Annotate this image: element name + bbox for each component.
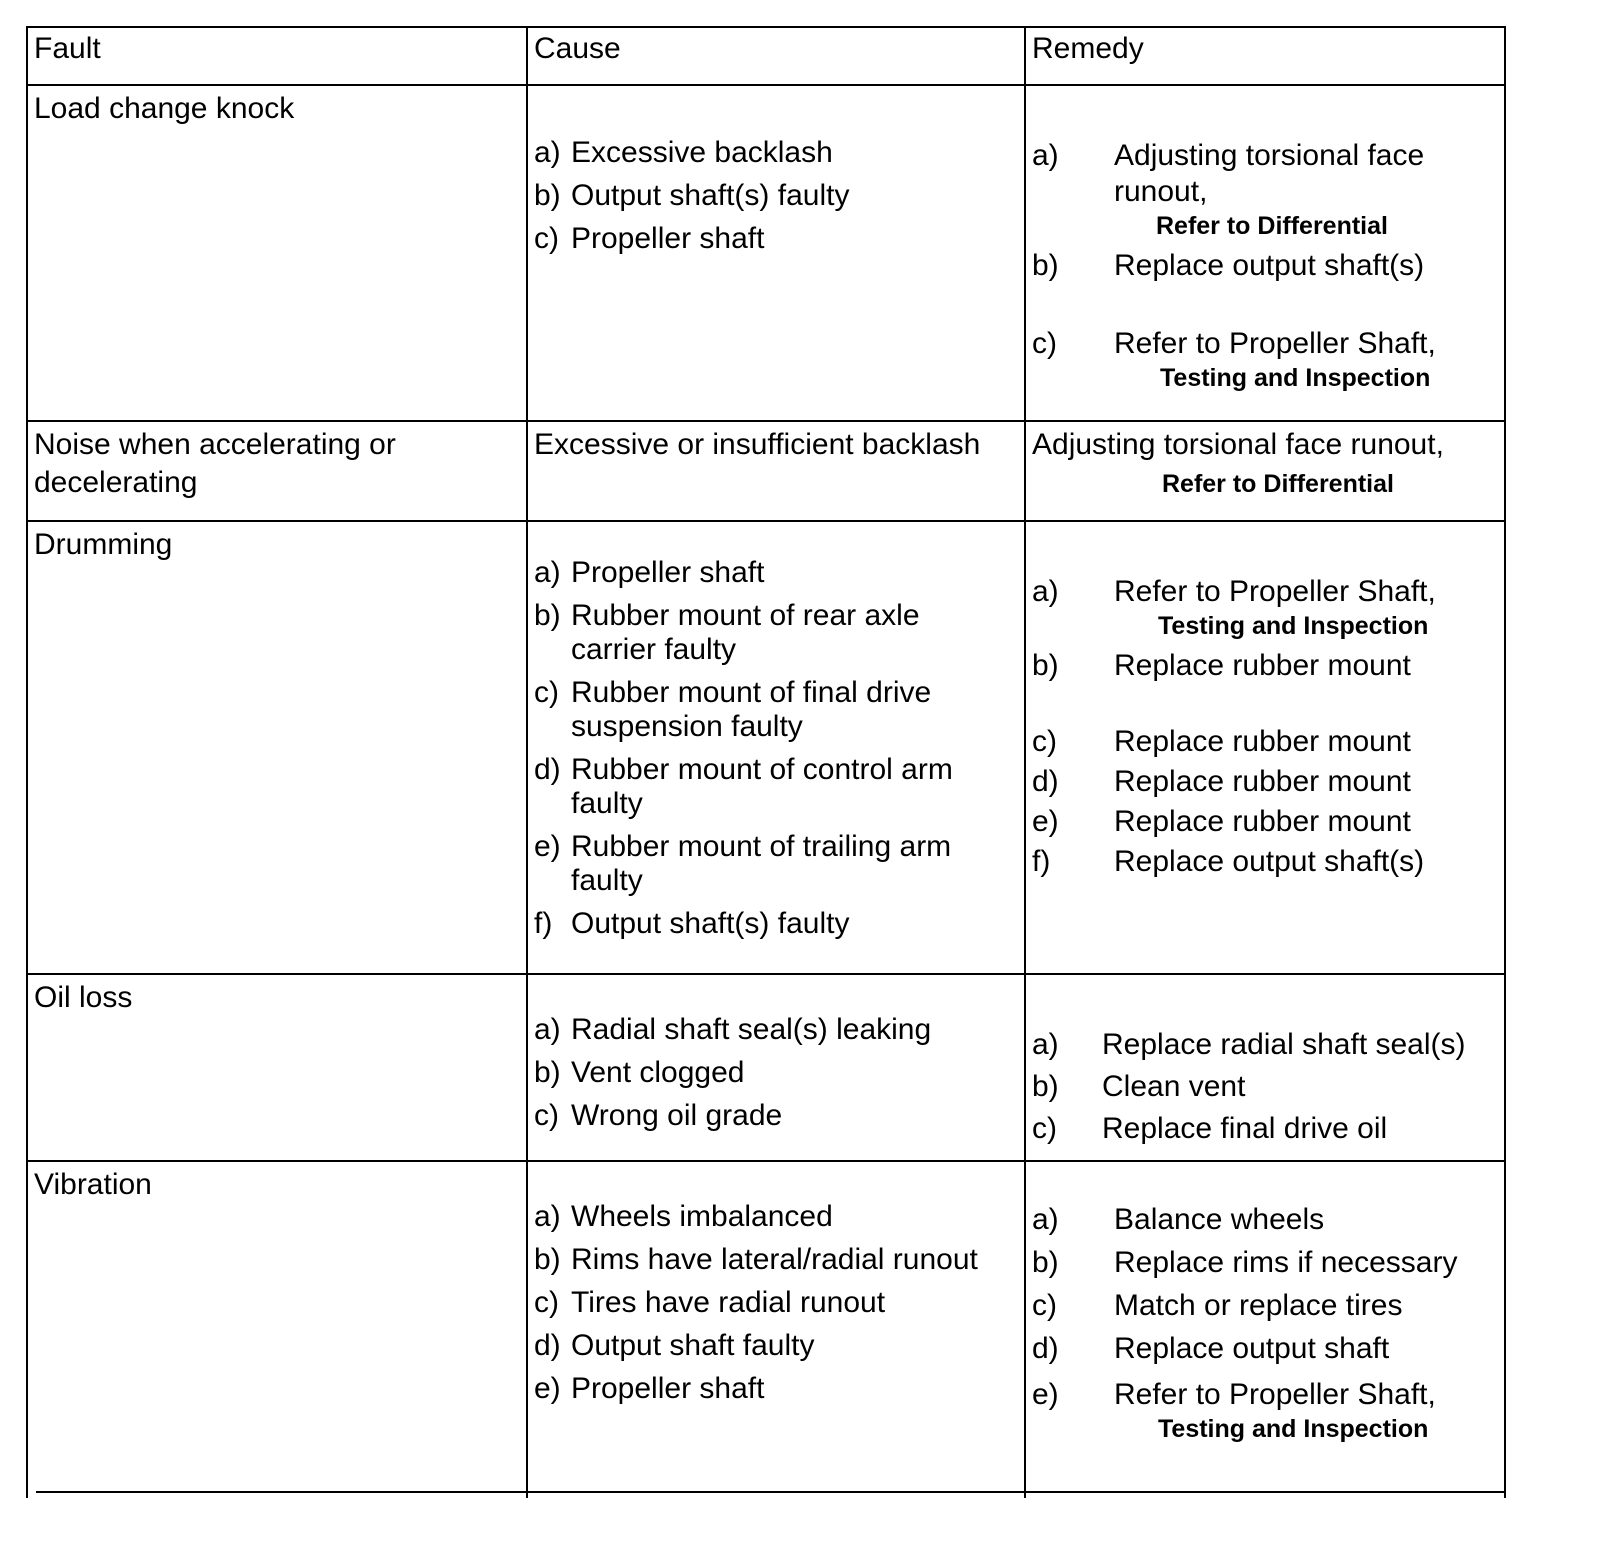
cause-item-text: Excessive backlash [571, 136, 833, 169]
remedy-item [1032, 138, 1504, 210]
remedy-item-label: b) [1032, 249, 1059, 282]
remedy-reference: Testing and Inspection [1158, 1415, 1429, 1443]
cause-item [534, 1372, 1024, 1406]
remedy-item-label: c) [1032, 327, 1057, 360]
cause-item-text: Rubber mount of rear axle carrier faulty [571, 599, 920, 666]
remedy-cell [1026, 522, 1504, 973]
cause-item-label: a) [534, 136, 561, 169]
remedy-reference: Refer to Differential [1162, 470, 1394, 498]
cause-cell [528, 522, 1026, 973]
cause-item [534, 179, 1024, 213]
cause-item [534, 753, 1024, 821]
remedy-item-text: Replace rubber mount [1114, 765, 1411, 798]
remedy-reference: Refer to Differential [1156, 212, 1388, 240]
fault-cell [28, 1162, 528, 1498]
remedy-reference: Testing and Inspection [1158, 612, 1429, 640]
remedy-item-text: Replace rims if necessary [1114, 1246, 1458, 1279]
cause-item [534, 1200, 1024, 1234]
cause-item-text: Rubber mount of control arm faulty [571, 753, 953, 820]
fault-label: Vibration [34, 1168, 152, 1201]
remedy-item-label: c) [1032, 725, 1057, 758]
fault-cell [28, 522, 528, 973]
remedy-item [1032, 804, 1504, 840]
cause-cell [528, 1162, 1026, 1498]
remedy-item-text: Match or replace tires [1114, 1289, 1403, 1322]
remedy-item [1032, 1377, 1504, 1413]
remedy-item-label: a) [1032, 1028, 1059, 1061]
remedy-item [1032, 574, 1504, 610]
cause-item-text: Wrong oil grade [571, 1099, 783, 1132]
header-cause-label: Cause [534, 32, 621, 65]
remedy-item-label: e) [1032, 1378, 1059, 1411]
remedy-item-text: Replace output shaft [1114, 1332, 1390, 1365]
table-row [28, 522, 1504, 975]
remedy-item [1032, 1069, 1504, 1105]
remedy-item-text: Replace rubber mount [1114, 725, 1411, 758]
fault-label: Load change knock [34, 92, 295, 125]
remedy-item [1032, 326, 1504, 362]
cause-item-text: Propeller shaft [571, 556, 765, 589]
cause-item-text: Output shaft(s) faulty [571, 907, 850, 940]
remedy-cell [1026, 975, 1504, 1160]
cause-item-text: Rims have lateral/radial runout [571, 1243, 978, 1276]
cause-item [534, 907, 1024, 941]
remedy-item-text: Adjusting torsional face runout, [1114, 139, 1425, 208]
cause-item-label: a) [534, 556, 561, 589]
cause-item-label: c) [534, 1286, 559, 1319]
remedy-item-label: b) [1032, 1070, 1059, 1103]
remedy-item-text: Clean vent [1102, 1070, 1246, 1103]
cause-item-label: b) [534, 1056, 561, 1089]
fault-cell [28, 422, 528, 520]
cause-item [534, 599, 1024, 667]
remedy-item [1032, 1202, 1504, 1238]
remedy-item-text: Replace output shaft(s) [1114, 249, 1425, 282]
cause-item-text: Vent clogged [571, 1056, 745, 1089]
fault-cell [28, 975, 528, 1160]
cause-item-label: b) [534, 599, 561, 632]
cause-item-label: c) [534, 676, 559, 709]
cause-item-label: c) [534, 1099, 559, 1132]
remedy-item-label: a) [1032, 1203, 1059, 1236]
table-bottom-border [36, 1491, 1506, 1493]
fault-label: Drumming [34, 528, 173, 561]
cause-item-label: f) [534, 907, 553, 940]
cause-item-text: Rubber mount of final drive suspension faulty [571, 676, 932, 743]
cause-item [534, 1286, 1024, 1320]
remedy-item [1032, 764, 1504, 800]
cause-item-label: e) [534, 830, 561, 863]
cause-cell [528, 422, 1026, 520]
remedy-item-text: Refer to Propeller Shaft, [1114, 575, 1436, 608]
cause-item [534, 1013, 1024, 1047]
cause-text: Excessive or insufficient backlash [534, 428, 981, 461]
remedy-item-label: c) [1032, 1112, 1057, 1145]
cause-item-text: Tires have radial runout [571, 1286, 886, 1319]
table-row [28, 975, 1504, 1162]
remedy-item [1032, 1288, 1504, 1324]
remedy-item [1032, 1111, 1504, 1147]
remedy-item-text: Balance wheels [1114, 1203, 1325, 1236]
remedy-item-text: Replace output shaft(s) [1114, 845, 1425, 878]
cause-item-label: b) [534, 1243, 561, 1276]
cause-item [534, 1099, 1024, 1133]
remedy-item [1032, 1245, 1504, 1281]
remedy-item [1032, 844, 1504, 880]
remedy-item-label: c) [1032, 1289, 1057, 1322]
remedy-item [1032, 724, 1504, 760]
remedy-item-label: a) [1032, 575, 1059, 608]
table-header-row [28, 28, 1504, 86]
cause-item-label: d) [534, 1329, 561, 1362]
remedy-item-text: Replace rubber mount [1114, 649, 1411, 682]
remedy-item-label: a) [1032, 139, 1059, 172]
remedy-item [1032, 1331, 1504, 1367]
cause-item [534, 1243, 1024, 1277]
remedy-item [1032, 248, 1504, 284]
remedy-item-text: Replace rubber mount [1114, 805, 1411, 838]
remedy-item [1032, 648, 1504, 684]
cause-item [534, 676, 1024, 744]
remedy-item-label: d) [1032, 765, 1059, 798]
cause-item-text: Rubber mount of trailing arm faulty [571, 830, 952, 897]
remedy-item-text: Replace radial shaft seal(s) [1102, 1028, 1466, 1061]
cause-item-label: e) [534, 1372, 561, 1405]
remedy-text: Adjusting torsional face runout, [1032, 428, 1444, 461]
cause-item-text: Wheels imbalanced [571, 1200, 833, 1233]
remedy-cell [1026, 1162, 1504, 1498]
cause-item [534, 222, 1024, 256]
fault-cell [28, 86, 528, 420]
cause-cell [528, 86, 1026, 420]
cause-item-label: b) [534, 179, 561, 212]
cause-item-text: Output shaft faulty [571, 1329, 815, 1362]
remedy-item-label: b) [1032, 1246, 1059, 1279]
table-row [28, 86, 1504, 422]
cause-item-text: Output shaft(s) faulty [571, 179, 850, 212]
remedy-reference: Testing and Inspection [1160, 364, 1431, 392]
header-fault-label: Fault [34, 32, 101, 65]
cause-item [534, 1056, 1024, 1090]
cause-item-text: Propeller shaft [571, 222, 765, 255]
troubleshooting-table [26, 26, 1506, 1498]
remedy-item-label: d) [1032, 1332, 1059, 1365]
remedy-item-label: e) [1032, 805, 1059, 838]
cause-cell [528, 975, 1026, 1160]
table-row [28, 1162, 1504, 1498]
header-remedy [1026, 28, 1504, 84]
cause-item [534, 556, 1024, 590]
remedy-cell [1026, 422, 1504, 520]
remedy-item-text: Refer to Propeller Shaft, [1114, 1378, 1436, 1411]
fault-label: Oil loss [34, 981, 133, 1014]
header-fault [28, 28, 528, 84]
table-row [28, 422, 1504, 522]
header-remedy-label: Remedy [1032, 32, 1144, 65]
header-cause [528, 28, 1026, 84]
cause-item-text: Radial shaft seal(s) leaking [571, 1013, 932, 1046]
cause-item-text: Propeller shaft [571, 1372, 765, 1405]
remedy-cell [1026, 86, 1504, 420]
remedy-item-text: Refer to Propeller Shaft, [1114, 327, 1436, 360]
remedy-item-text: Replace final drive oil [1102, 1112, 1388, 1145]
cause-item-label: a) [534, 1013, 561, 1046]
cause-item [534, 136, 1024, 170]
remedy-item-label: f) [1032, 845, 1051, 878]
cause-item [534, 830, 1024, 898]
cause-item-label: c) [534, 222, 559, 255]
cause-item-label: d) [534, 753, 561, 786]
fault-label: Noise when accelerating or decelerating [34, 428, 396, 499]
remedy-item [1032, 1027, 1504, 1063]
cause-item-label: a) [534, 1200, 561, 1233]
remedy-item-label: b) [1032, 649, 1059, 682]
cause-item [534, 1329, 1024, 1363]
